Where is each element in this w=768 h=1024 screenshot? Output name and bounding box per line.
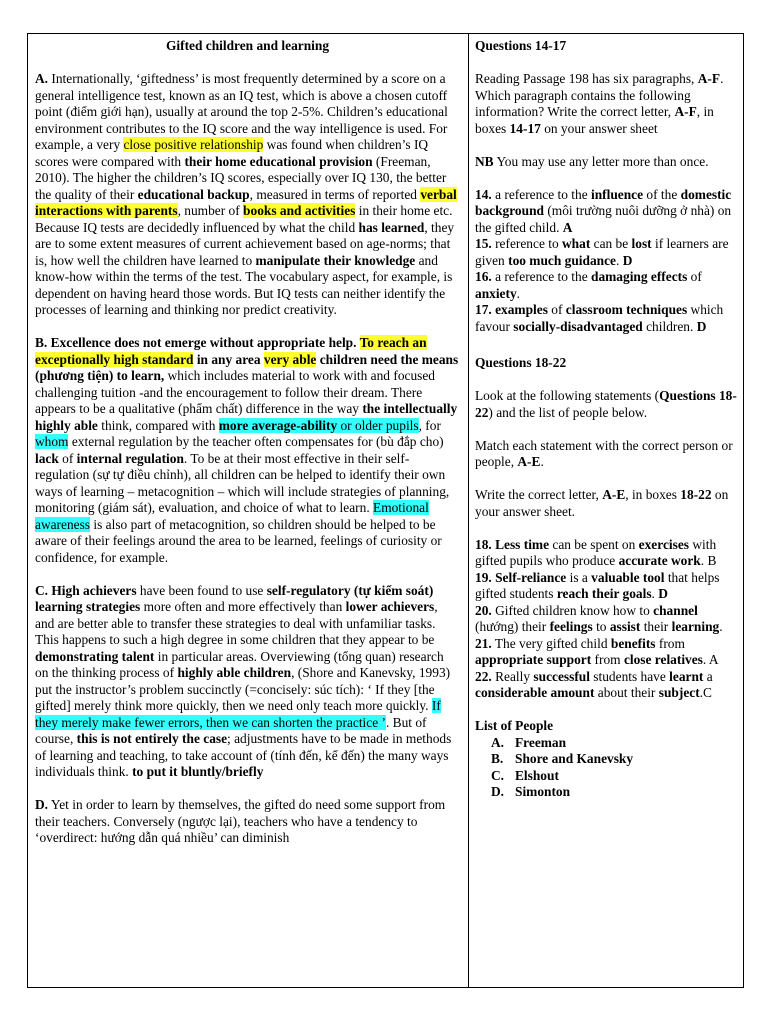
highlighted-text: verbal interactions with parents [35, 186, 457, 218]
bold-text: lower achievers [345, 599, 435, 614]
question-15 [475, 236, 741, 269]
text-run: , (Shore and Kanevsky, 1993) put the instructor’s problem succinctly (=concisely: súc tích): ‘ If they [the gifted] merely think more quickly, then we need only teach more quickly. [35, 665, 451, 713]
bold-text: appropriate support [475, 652, 592, 667]
bold-text: Excellence does not emerge without appropriate help. [47, 335, 360, 350]
bold-text: lost [631, 236, 652, 251]
question-17 [475, 302, 741, 335]
text-run: Reading Passage 198 has six paragraphs, [475, 71, 698, 86]
bold-text: socially-disadvantaged [513, 318, 643, 334]
bold-text: accurate work [618, 553, 701, 568]
instructions-paragraph [475, 71, 741, 88]
bold-text: 14-17 [509, 120, 541, 136]
bold-text: their home educational provision [184, 153, 373, 169]
text-run: is a [566, 569, 592, 585]
text-run: Yet in order to learn by themselves, the gifted do need some support from their teachers. Conversely (ngược lại), teachers who have a tendency to ‘overdirect: hướng dẫn quá nhiều’ can diminish [35, 797, 446, 845]
column-divider [468, 34, 469, 987]
text-run: and know-how within the terms of the test. The vocabulary aspect, for example, is dependent on having heard those words. But IQ tests can neither identify the processes of learning and thinking nor predict creativity. [35, 252, 453, 317]
bold-text: internal regulation [76, 450, 184, 466]
text-run: . A [702, 652, 719, 667]
text-run: Gifted children know how to [491, 602, 654, 618]
text-run: , measured in terms of reported [249, 186, 421, 202]
paragraph-a [35, 71, 460, 319]
text-run: can be [590, 236, 632, 251]
paragraph-d [35, 797, 460, 847]
highlighted-text: close positive relationship [123, 137, 264, 152]
bold-text: 15. [475, 236, 492, 251]
text-run: their [640, 619, 672, 634]
questions-column [475, 38, 741, 801]
question-14 [475, 187, 741, 237]
bold-text: what [562, 236, 591, 251]
text-run: .C [699, 685, 712, 700]
text-run: a reference to the [491, 269, 591, 284]
paragraph-letter: A. [35, 71, 49, 86]
bold-text: assist [609, 619, 641, 634]
bold-text: considerable amount [475, 685, 595, 700]
bold-text: exercises [638, 536, 689, 552]
questions-14-17-heading: Questions 14-17 [475, 38, 567, 53]
bold-text: examples [491, 302, 548, 317]
bold-text: children need the means (phương tiện) to learn, [35, 351, 459, 383]
text-run: , for [418, 417, 441, 433]
bold-text: to put it bluntly/briefly [132, 764, 264, 779]
text-run: . [720, 71, 724, 86]
worksheet-table [27, 33, 744, 988]
bold-text: 19. [475, 569, 492, 585]
highlighted-text: To reach an exceptionally high standard [35, 335, 427, 367]
bold-text: A-E [602, 487, 626, 502]
text-run: . To be at their most effective in their self-regulation (sự tự điều chỉnh), all children can be helped to identify their own ways of learning – metacognition – which will include strategies of planning, monitoring (giám sát), evaluation, and choice of what to learn. [35, 450, 450, 515]
text-run: . [651, 586, 659, 601]
text-run: Write the correct letter, [475, 487, 603, 502]
question-19 [475, 570, 741, 603]
highlighted-text: books and activities [243, 203, 356, 218]
bold-text: classroom techniques [565, 302, 688, 317]
text-run: in their home etc. Because IQ tests are decidedly influenced by what the child [35, 203, 453, 235]
passage-title: Gifted children and learning [165, 38, 330, 53]
bold-text: A-F [674, 104, 697, 119]
bold-text: 16. [475, 269, 492, 284]
bold-text: channel [653, 602, 698, 618]
bold-text: D [696, 318, 707, 334]
text-run: of [547, 302, 566, 317]
text-run: more often and more effectively than [140, 599, 346, 614]
text-run: have been found to use [136, 582, 267, 598]
question-21 [475, 636, 741, 669]
list-of-people-heading: List of People [475, 718, 554, 733]
text-run: Internationally, ‘giftedness’ is most frequently determined by a score on a general intelligence test, known as an IQ test, which is above a chosen cutoff point (điểm giới hạn), usually at around the top 2-5%. Children’s educational environment contributes to the IQ score and the way intelligence is used. For example, a very [35, 71, 448, 152]
bold-text: subject [658, 685, 700, 700]
highlighted-text: or older pupils [337, 417, 419, 433]
bold-text: highly able children [177, 665, 292, 680]
text-run: of [687, 269, 702, 284]
text-run: from [591, 652, 624, 667]
list-item: C. Elshout [491, 767, 559, 783]
text-run: if learners are given [475, 236, 729, 268]
question-18 [475, 537, 741, 570]
passage-column [35, 38, 460, 847]
text-run: of the [643, 186, 681, 202]
text-run: ; adjustments have to be made in methods of learning and teaching, to take account of (tính đến, kể đến) the many ways individuals think. [35, 731, 452, 779]
text-run: external regulation by the teacher often compensates for (bù đắp cho) [68, 434, 444, 449]
nb-note [475, 154, 741, 171]
bold-text: Self-reliance [491, 569, 567, 585]
text-run: Really [491, 668, 534, 684]
text-run: can be spent on [549, 536, 639, 552]
bold-text: A-F [697, 71, 721, 86]
text-run: on your answer sheet. [475, 487, 729, 519]
bold-text: has learned [358, 219, 425, 235]
text-run: children. [642, 318, 697, 334]
bold-text: in any area [193, 351, 264, 367]
bold-text: the intellectually highly able [35, 401, 458, 433]
bold-text: D [658, 586, 668, 601]
instructions-paragraph [475, 487, 741, 520]
text-run: Match each statement with the correct person or people, [475, 437, 733, 469]
bold-text: High achievers [48, 582, 137, 598]
bold-text: too much guidance [508, 252, 616, 268]
text-run: to [592, 619, 610, 634]
bold-text: NB [475, 153, 494, 169]
bold-text: learnt [669, 668, 704, 684]
bold-text: Questions 18-22 [475, 388, 737, 420]
bold-text: demonstrating talent [35, 648, 155, 664]
bold-text: A-E [517, 454, 541, 469]
highlighted-text: more average-ability [218, 417, 338, 433]
bold-text: influence [591, 186, 644, 202]
text-run: on your answer sheet [540, 120, 658, 136]
text-run: reference to [491, 236, 562, 251]
bold-text: valuable tool [591, 569, 665, 585]
text-run: (môi trường nuôi dưỡng ở nhà) on the gifted child. [475, 203, 732, 235]
text-run: a [703, 668, 713, 684]
text-run: . [540, 454, 544, 469]
bold-text: manipulate their knowledge [255, 252, 416, 268]
text-run: in particular areas. Overviewing (tổng quan) research on the thinking process of [35, 648, 444, 680]
text-run: Look at the following statements ( [475, 388, 660, 403]
bold-text: damaging effects [591, 269, 688, 284]
text-run: from [655, 635, 685, 651]
text-run: . [516, 285, 521, 301]
text-run: ) and the list of people below. [488, 404, 648, 420]
bold-text: self-regulatory (tự kiểm soát) learning strategies [35, 582, 434, 614]
bold-text: 18. [475, 536, 492, 552]
text-run: , number of [177, 203, 244, 218]
text-run: which includes material to work with and focused challenging tuition -and the encouragement to follow their dream. There appears to be a qualitative (phẩm chất) difference in the way [35, 368, 435, 416]
bold-text: lack [35, 450, 59, 466]
people-list [475, 735, 741, 801]
text-run: was found when children’s IQ scores were compared with [35, 137, 429, 169]
bold-text: 17. [475, 302, 492, 317]
bold-text: 18-22 [680, 487, 712, 502]
text-run: a reference to the [491, 186, 591, 202]
bold-text: close relatives [623, 652, 703, 667]
highlighted-text: If they merely make fewer errors, then we can shorten the practice ’ [35, 698, 441, 730]
text-run: , and are better able to transfer these strategies to deal with unfamiliar tasks. This happens to such a high degree in some children that they appear to be [35, 599, 438, 647]
bold-text: learning [671, 619, 720, 634]
text-run: , in boxes [625, 487, 681, 502]
bold-text: 22. [475, 668, 492, 684]
list-item: A. Freeman [491, 734, 567, 750]
bold-text: domestic background [475, 186, 732, 218]
bold-text: 14. [475, 186, 492, 202]
bold-text: 20. [475, 602, 492, 618]
text-run: is also part of metacognition, so children should be helped to be aware of their feelings around the area to be learned, feelings of curiosity or confidence, for example. [35, 516, 442, 565]
paragraph-letter: D. [35, 797, 49, 812]
text-run: . [616, 252, 623, 268]
highlighted-text: whom [35, 434, 69, 449]
text-run: (Freeman, 2010). The higher the children’s IQ scores, especially over IQ 130, the better the quality of their [35, 153, 447, 202]
bold-text: reach their goals [556, 586, 652, 601]
text-run: . But of course, [35, 714, 427, 746]
text-run: . [719, 619, 723, 634]
bold-text: D [622, 252, 633, 268]
text-run: students have [589, 668, 670, 684]
text-run: Which paragraph contains the following information? Write the correct letter, [475, 87, 691, 119]
text-run: that helps gifted students [475, 569, 720, 601]
paragraph-letter: C. [35, 582, 49, 598]
paragraph-b [35, 335, 460, 566]
paragraph-letter: B. [35, 335, 48, 350]
questions-18-22-heading: Questions 18-22 [475, 355, 567, 370]
text-run: The very gifted child [491, 635, 611, 651]
bold-text: successful [533, 668, 590, 684]
text-run: , they are to some extent measures of current achievement based on age-norms; that is, how well the children have learned to [35, 219, 455, 268]
bold-text: A [562, 219, 573, 235]
text-run: with gifted pupils who produce [475, 536, 717, 568]
question-16 [475, 269, 741, 302]
text-run: which favour [475, 302, 724, 334]
bold-text: feelings [549, 619, 593, 634]
bold-text: this is not entirely the case [76, 731, 228, 746]
text-run: think, compared with [97, 417, 219, 433]
list-item: D. Simonton [491, 784, 571, 799]
text-run: of [58, 450, 77, 466]
text-run: , in boxes [475, 104, 714, 136]
text-run: about their [594, 685, 659, 700]
bold-text: Less time [491, 536, 550, 552]
text-run: (hướng) their [475, 619, 550, 634]
list-item: B. Shore and Kanevsky [491, 751, 634, 766]
instructions-paragraph [475, 438, 741, 471]
bold-text: anxiety [475, 285, 517, 301]
bold-text: benefits [610, 635, 656, 651]
bold-text: 21. [475, 635, 492, 651]
bold-text: educational backup [137, 186, 250, 202]
paragraph-c [35, 583, 460, 781]
highlighted-text: very able [263, 351, 317, 367]
highlighted-text: Emotional awareness [35, 500, 429, 532]
text-run: . B [700, 553, 717, 568]
instructions-paragraph [475, 88, 741, 138]
question-22 [475, 669, 741, 702]
question-20 [475, 603, 741, 636]
instructions-paragraph [475, 388, 741, 421]
text-run: You may use any letter more than once. [493, 153, 709, 169]
